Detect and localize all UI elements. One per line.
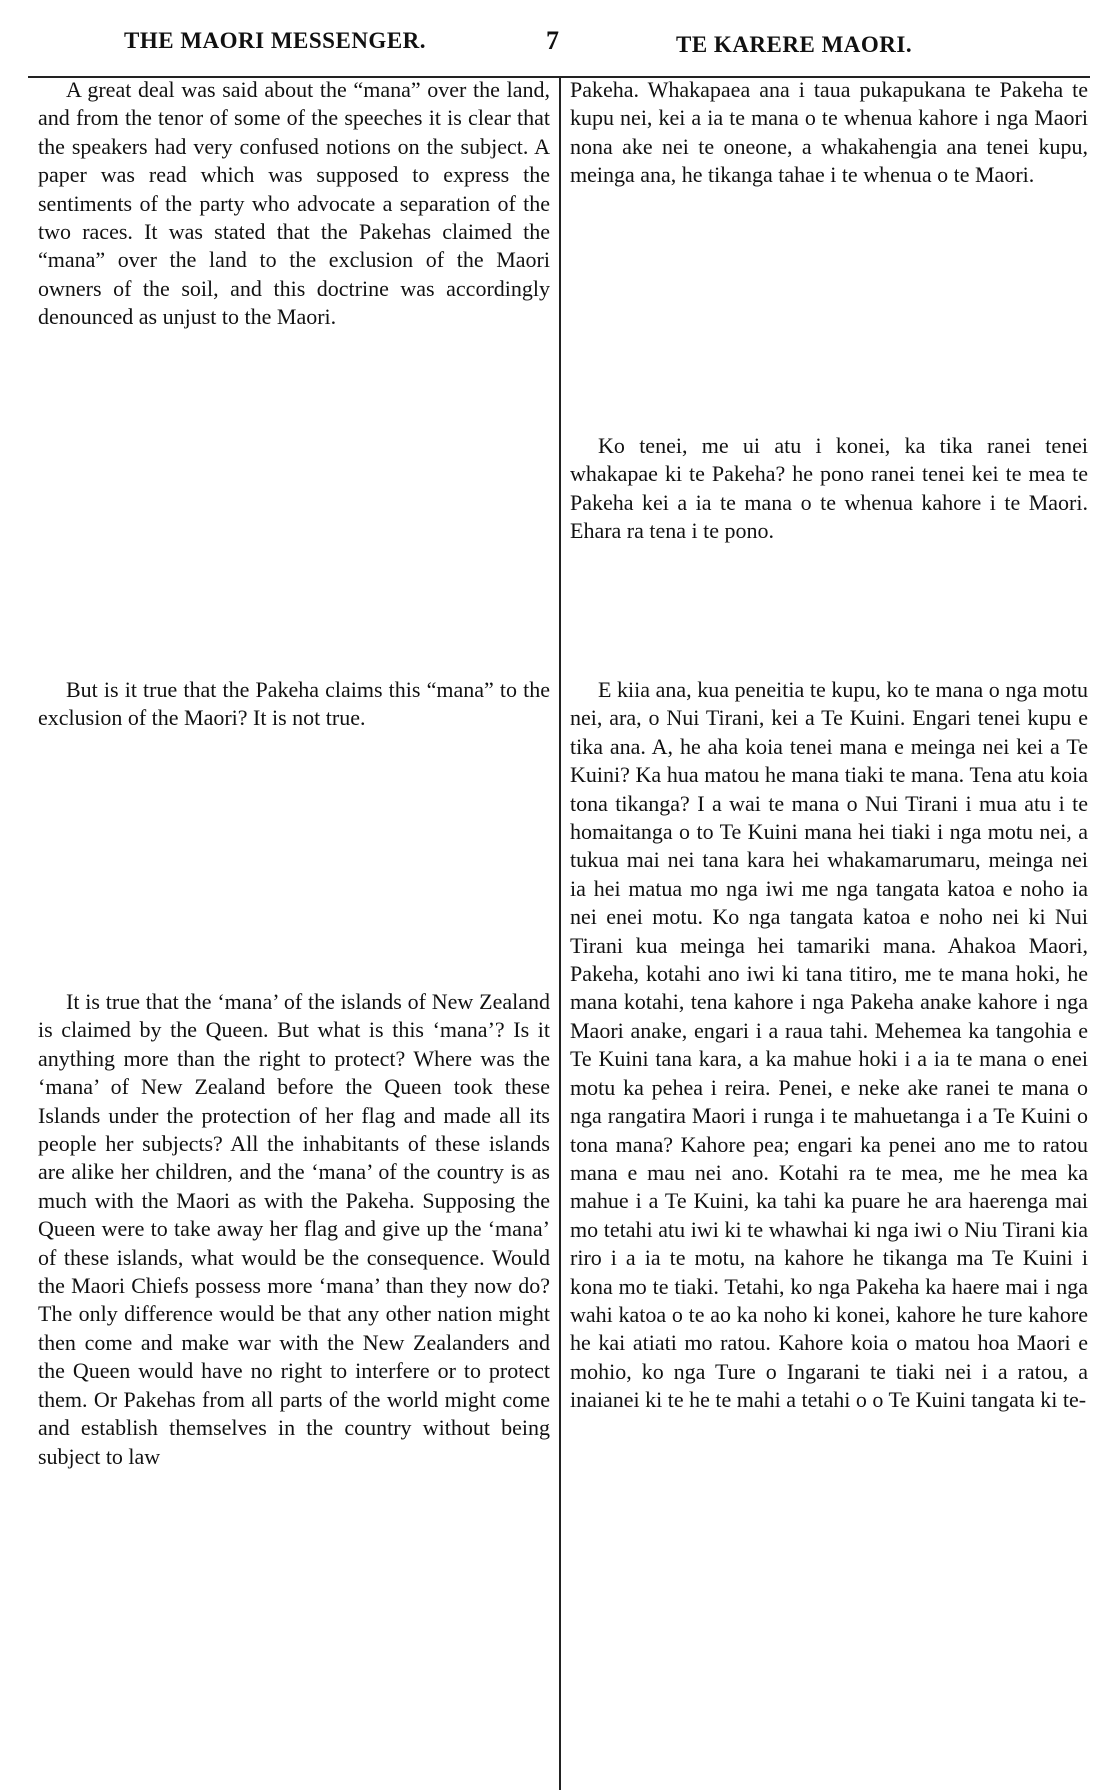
maori-paragraph-1-text: Pakeha. Whakapaea ana i taua pukapukana te Pakeha te kupu nei, kei a ia te mana o te whenua kahore i nga Maori nona ake nei te oneone, a whakahengia ana tenei kupu, meinga ana, he tikanga tahae i te whenua o te Maori.	[570, 77, 1088, 188]
maori-paragraph-3	[570, 676, 1088, 1415]
header-title-maori: TE KARERE MAORI.	[676, 32, 913, 57]
maori-paragraph-3-text: E kiia ana, kua peneitia te kupu, ko te mana o nga motu nei, ara, o Nui Tirani, kei a Te Kuini. Engari tenei kupu e tika ana. A, he aha koia tenei mana e meinga nei kei a Te Kuini? Ka hua matou he mana tiaki te mana. Tena atu koia tona tikanga? I a wai te mana o Nui Tirani i mua atu i te homaitanga o to Te Kuini mana hei tiaki i nga motu nei, a tukua mai nei tana kara hei whakamarumaru, meinga nei ia hei matua mo nga iwi me nga tangata katoa e noho ia nei enei motu. Ko nga tangata katoa e noho nei ki Nui Tirani kua meinga hei tamariki mana. Ahakoa Maori, Pakeha, kotahi ano iwi ki tana titiro, me te mana hoki, he mana kotahi, tena kahore i nga Pakeha anake kahore i nga Maori anake, engari i a raua tahi. Mehemea ka tangohia e Te Kuini tana kara, a ka mahue hoki i a ia te mana o enei motu ka pehea i reira. Penei, e neke ake ranei te mana o nga rangatira Maori i runga i te mahuetanga i a Te Kuini o tona mana? Kahore pea; engari ka penei ano me to ratou mana e mau nei ano. Kotahi ra te mea, me he mea ka mahue i a Te Kuini, ka tahi ka puare he ara haerenga mai mo tetahi atu iwi ki te whawhai ki nga iwi o Niu Tirani kia riro i a ia te motu, na kahore he tikanga ma Te Kuini i kona mo te tiaki. Tetahi, ko nga Pakeha ka haere mai i nga wahi katoa o te ao ka noho ki konei, kahore he ture kahore he kai atiati mo ratou. Kahore koia o matou hoa Maori e mohio, ko nga Ture o Ingarani te tiaki nei i a ratou, a inaianei ki te he te mahi a tetahi o o Te Kuini tangata ki te-	[570, 677, 1088, 1413]
english-paragraph-2	[38, 676, 550, 733]
english-paragraph-3	[38, 988, 550, 1471]
maori-paragraph-2-text: Ko tenei, me ui atu i konei, ka tika ranei tenei whakapae ki te Pakeha? he pono ranei tenei kei te mea te Pakeha kei a ia te mana o te whenua kahore i te Maori. Ehara ra tena i te pono.	[570, 433, 1088, 544]
header-title-english: THE MAORI MESSENGER.	[124, 28, 427, 53]
english-paragraph-1	[38, 76, 550, 332]
page-number: 7	[546, 26, 559, 55]
english-paragraph-3-text: It is true that the ‘mana’ of the islands of New Zealand is claimed by the Queen. But what is this ‘mana’? Is it anything more than the right to protect? Where was the ‘mana’ of New Zealand before the Queen took these Islands under the protection of her flag and made all its people her subjects? All the inhabitants of these islands are alike her children, and the ‘mana’ of the country is as much with the Maori as with the Pakeha. Supposing the Queen were to take away her flag and give up the ‘mana’ of these islands, what would be the consequence. Would the Maori Chiefs possess more ‘mana’ than they now do? The only difference would be that any other nation might then come and make war with the New Zealanders and the Queen would have no right to interfere or to protect them. Or Pakehas from all parts of the world might come and establish themselves in the country without being subject to law	[38, 989, 550, 1469]
english-paragraph-1-text: A great deal was said about the “mana” over the land, and from the tenor of some of the speeches it is clear that the speakers had very confused notions on the subject. A paper was read which was supposed to express the sentiments of the party who advocate a separation of the two races. It was stated that the Pakehas claimed the “mana” over the land to the exclusion of the Maori owners of the soil, and this doctrine was accordingly denounced as unjust to the Maori.	[38, 77, 550, 330]
maori-paragraph-1	[570, 76, 1088, 190]
column-divider	[559, 78, 561, 1790]
english-paragraph-2-text: But is it true that the Pakeha claims this “mana” to the exclusion of the Maori? It is not true.	[38, 677, 550, 731]
maori-paragraph-2	[570, 432, 1088, 546]
page-header	[0, 22, 1114, 66]
